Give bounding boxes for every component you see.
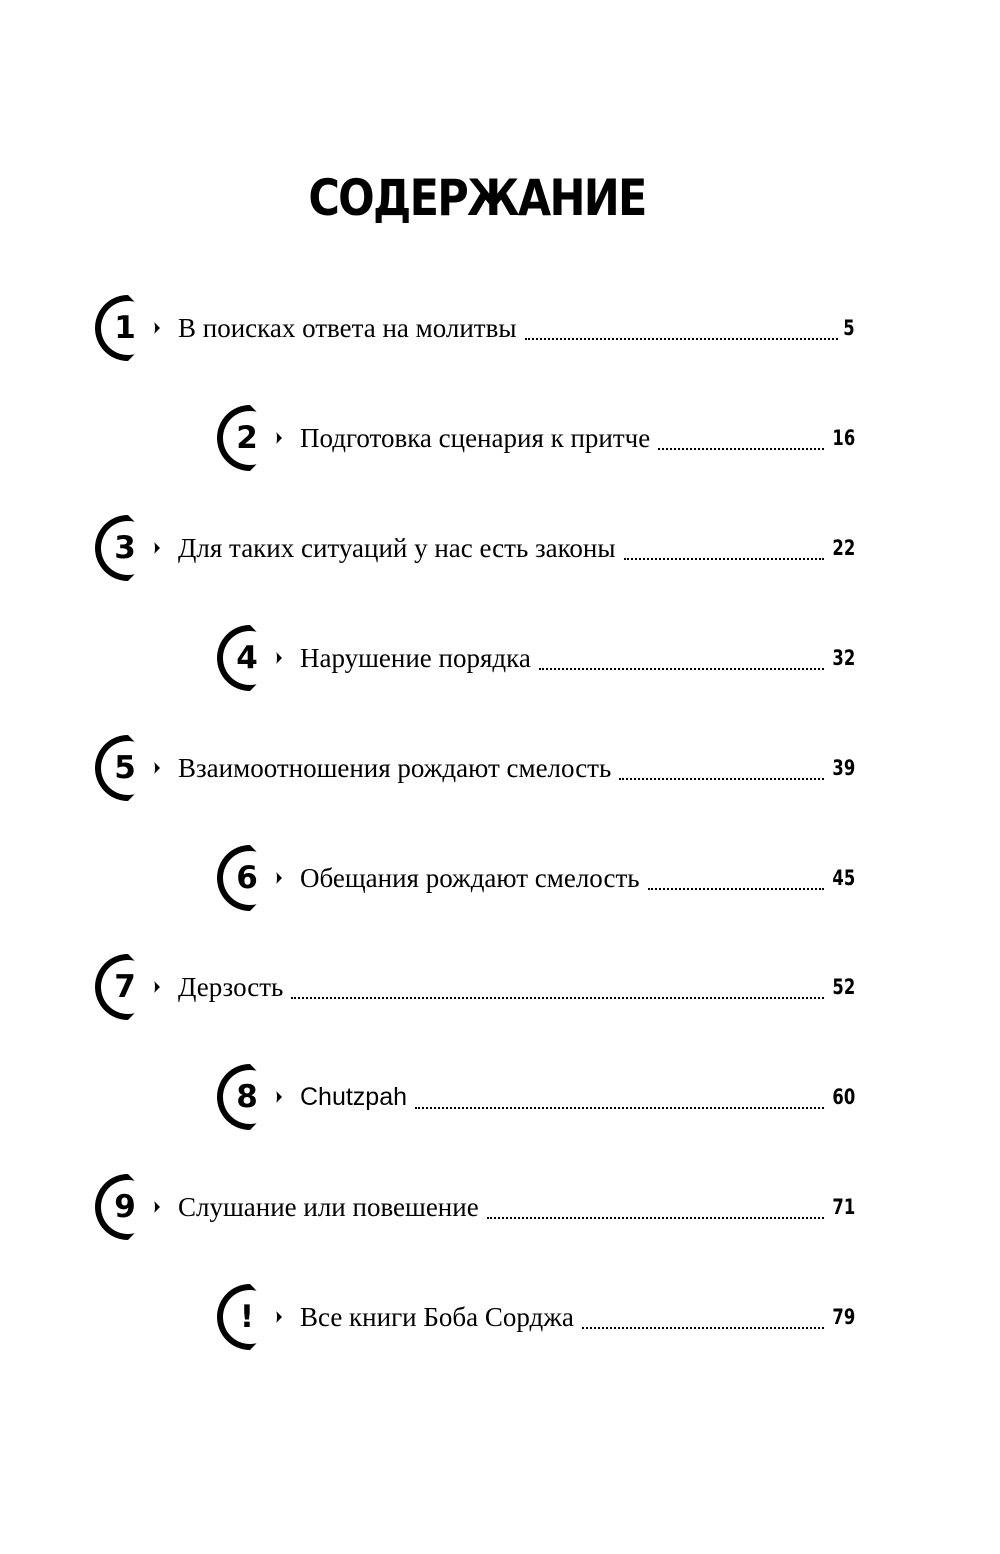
dot-leader: [658, 448, 824, 450]
page-number: 22: [832, 536, 855, 560]
toc-entry[interactable]: [214, 1280, 855, 1354]
chapter-title: Нарушение порядка: [300, 643, 531, 673]
chapter-title: Подготовка сценария к притче: [300, 423, 651, 453]
chapter-badge: [214, 1281, 286, 1353]
chapter-title: В поисках ответа на молитвы: [178, 313, 517, 343]
page-number: 32: [832, 646, 855, 670]
dot-leader: [415, 1107, 824, 1109]
dot-leader: [487, 1217, 824, 1219]
page-number: 45: [832, 866, 855, 890]
chapter-number: 8: [236, 1079, 258, 1115]
chapter-title: Для таких ситуаций у нас есть законы: [178, 533, 616, 563]
chapter-title: Chutzpah: [300, 1083, 408, 1111]
dot-leader: [291, 997, 823, 999]
toc-entry[interactable]: [92, 511, 855, 585]
chapter-badge: [214, 842, 286, 914]
chapter-number: 3: [114, 530, 136, 566]
chapter-number: !: [239, 1299, 255, 1335]
chapter-badge: [214, 1061, 286, 1133]
dot-leader: [582, 1327, 824, 1329]
chapter-title: Обещания рождают смелость: [300, 863, 640, 893]
chapter-badge: [92, 951, 164, 1023]
chapter-number: 6: [236, 860, 258, 896]
dot-leader: [619, 778, 823, 780]
page-number: 71: [832, 1195, 855, 1219]
chapter-number: 2: [236, 420, 258, 456]
page-number: 39: [832, 756, 855, 780]
dot-leader: [539, 668, 824, 670]
chapter-title: Дерзость: [178, 972, 284, 1002]
page-number: 60: [832, 1085, 855, 1109]
dot-leader: [648, 888, 824, 890]
chapter-title: Слушание или повешение: [178, 1192, 479, 1222]
page-title: СОДЕРЖАНИЕ: [308, 169, 646, 227]
chapter-number: 9: [114, 1189, 136, 1225]
chapter-badge: [214, 402, 286, 474]
page-number: 79: [832, 1305, 855, 1329]
chapter-number: 7: [114, 969, 136, 1005]
chapter-badge: [92, 292, 164, 364]
toc-entry[interactable]: [214, 1060, 855, 1134]
dot-leader: [525, 338, 839, 340]
toc-entry[interactable]: [214, 841, 855, 915]
chapter-badge: [92, 1171, 164, 1243]
chapter-number: 4: [236, 640, 258, 676]
page-number: 52: [832, 975, 855, 999]
page-number: 5: [843, 316, 855, 340]
toc-entry[interactable]: [92, 731, 855, 805]
chapter-number: 5: [114, 750, 136, 786]
toc-entry[interactable]: [214, 621, 855, 695]
chapter-badge: [92, 732, 164, 804]
toc-entry[interactable]: [92, 1170, 855, 1244]
toc-entry[interactable]: [214, 401, 855, 475]
toc-entry[interactable]: [92, 291, 855, 365]
toc-entry[interactable]: [92, 950, 855, 1024]
chapter-number: 1: [114, 310, 136, 346]
chapter-title: Взаимоотношения рождают смелость: [178, 753, 612, 783]
chapter-badge: [92, 512, 164, 584]
chapter-title: Все книги Боба Сорджа: [300, 1302, 574, 1332]
chapter-badge: [214, 622, 286, 694]
page-number: 16: [832, 426, 855, 450]
dot-leader: [624, 558, 824, 560]
